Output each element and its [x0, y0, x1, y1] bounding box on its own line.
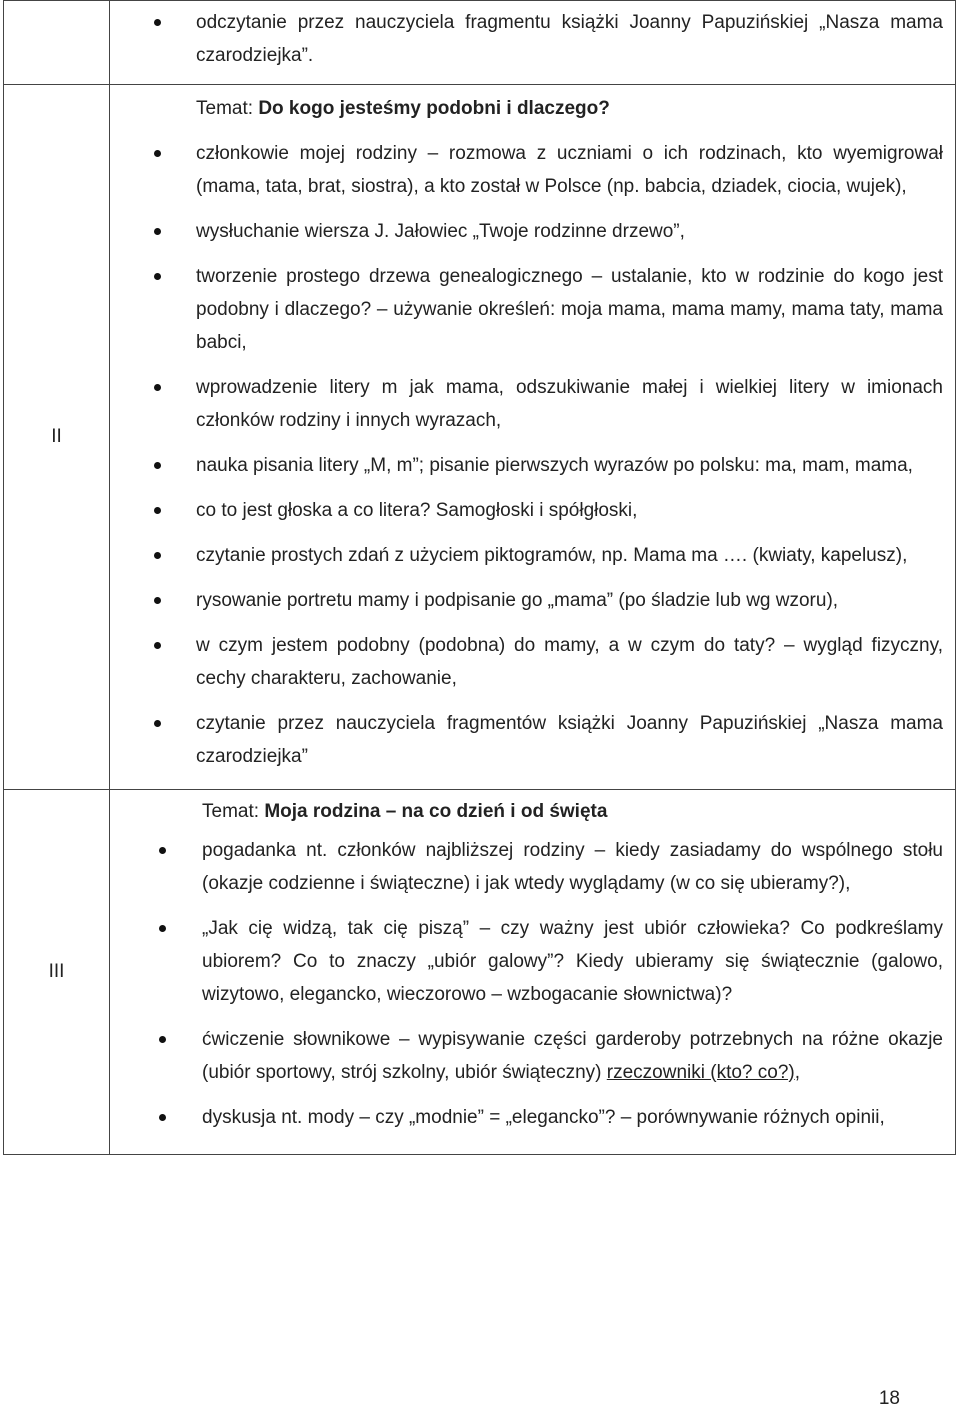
- bullet-icon: [154, 462, 161, 469]
- topic-prefix: Temat:: [196, 98, 259, 119]
- bullet-icon: [154, 273, 161, 280]
- list-item: odczytanie przez nauczyciela fragmentu książki Joanny Papuzińskiej „Nasza mama czarodziejka”.: [132, 6, 943, 72]
- topic-title: Do kogo jesteśmy podobni i dlaczego?: [258, 98, 610, 119]
- bullet-icon: [154, 642, 161, 649]
- bullet-icon: [159, 847, 166, 854]
- list-item: czytanie przez nauczyciela fragmentów książki Joanny Papuzińskiej „Nasza mama czarodziejka”: [132, 707, 943, 773]
- list-item: wysłuchanie wiersza J. Jałowiec „Twoje rodzinne drzewo”,: [132, 215, 943, 248]
- row-number-cell: [4, 1, 110, 85]
- content-cell: [110, 790, 956, 1155]
- list-item: dyskusja nt. mody – czy „modnie” = „elegancko”? – porównywanie różnych opinii,: [132, 1101, 943, 1134]
- row-number-cell: [4, 85, 110, 790]
- row-label: II: [51, 426, 62, 447]
- table-row: [4, 1, 956, 85]
- list-item: w czym jestem podobny (podobna) do mamy, a w czym do taty? – wygląd fizyczny, cechy charakteru, zachowanie,: [132, 629, 943, 695]
- content-cell: [110, 1, 956, 85]
- content-cell: [110, 85, 956, 790]
- bullet-icon: [154, 384, 161, 391]
- topic-prefix: Temat:: [202, 801, 265, 822]
- bullet-icon: [154, 150, 161, 157]
- bullet-icon: [154, 507, 161, 514]
- list-item: tworzenie prostego drzewa genealogicznego – ustalanie, kto w rodzinie do kogo jest podobny i dlaczego? – używanie określeń: moja mama, mama mamy, mama taty, mama babci,: [132, 260, 943, 359]
- bullet-list: [132, 137, 943, 773]
- bullet-icon: [154, 552, 161, 559]
- row-label: III: [48, 961, 65, 982]
- bullet-icon: [154, 228, 161, 235]
- list-item: co to jest głoska a co litera? Samogłoski i spółgłoski,: [132, 494, 943, 527]
- list-item: ćwiczenie słownikowe – wypisywanie części garderoby potrzebnych na różne okazje (ubiór sportowy, strój szkolny, ubiór świąteczny) rzeczowniki (kto? co?),: [132, 1023, 943, 1089]
- list-item: rysowanie portretu mamy i podpisanie go „mama” (po śladzie lub wg wzoru),: [132, 584, 943, 617]
- lesson-topic: [132, 93, 943, 125]
- list-item: członkowie mojej rodziny – rozmowa z uczniami o ich rodzinach, kto wyemigrował (mama, tata, brat, siostra), a kto został w Polsce (np. babcia, dziadek, ciocia, wujek),: [132, 137, 943, 203]
- list-item: „Jak cię widzą, tak cię piszą” – czy ważny jest ubiór człowieka? Co podkreślamy ubiorem? Co to znaczy „ubiór galowy”? Kiedy ubieramy się świątecznie (galowo, wizytowo, elegancko, wieczorowo – wzbogacanie słownictwa)?: [132, 912, 943, 1011]
- bullet-icon: [154, 19, 161, 26]
- bullet-list: [132, 834, 943, 1134]
- list-item: czytanie prostych zdań z użyciem piktogramów, np. Mama ma …. (kwiaty, kapelusz),: [132, 539, 943, 572]
- lesson-plan-table: [3, 0, 956, 1155]
- bullet-icon: [159, 1114, 166, 1121]
- underlined-text: rzeczowniki (kto? co?): [606, 1062, 795, 1083]
- table-row: [4, 790, 956, 1155]
- lesson-topic: [132, 796, 943, 828]
- topic-title: Moja rodzina – na co dzień i od święta: [264, 801, 608, 822]
- table-row: [4, 85, 956, 790]
- list-item: wprowadzenie litery m jak mama, odszukiwanie małej i wielkiej litery w imionach członków rodziny i innych wyrazach,: [132, 371, 943, 437]
- bullet-icon: [154, 597, 161, 604]
- bullet-list: [132, 6, 943, 72]
- bullet-icon: [159, 925, 166, 932]
- row-number-cell: [4, 790, 110, 1155]
- page-number: 18: [878, 1388, 900, 1409]
- bullet-icon: [154, 720, 161, 727]
- list-item: pogadanka nt. członków najbliższej rodziny – kiedy zasiadamy do wspólnego stołu (okazje codzienne i świąteczne) i jak wtedy wyglądamy (w co się ubieramy?),: [132, 834, 943, 900]
- bullet-icon: [159, 1036, 166, 1043]
- list-item: nauka pisania litery „M, m”; pisanie pierwszych wyrazów po polsku: ma, mam, mama,: [132, 449, 943, 482]
